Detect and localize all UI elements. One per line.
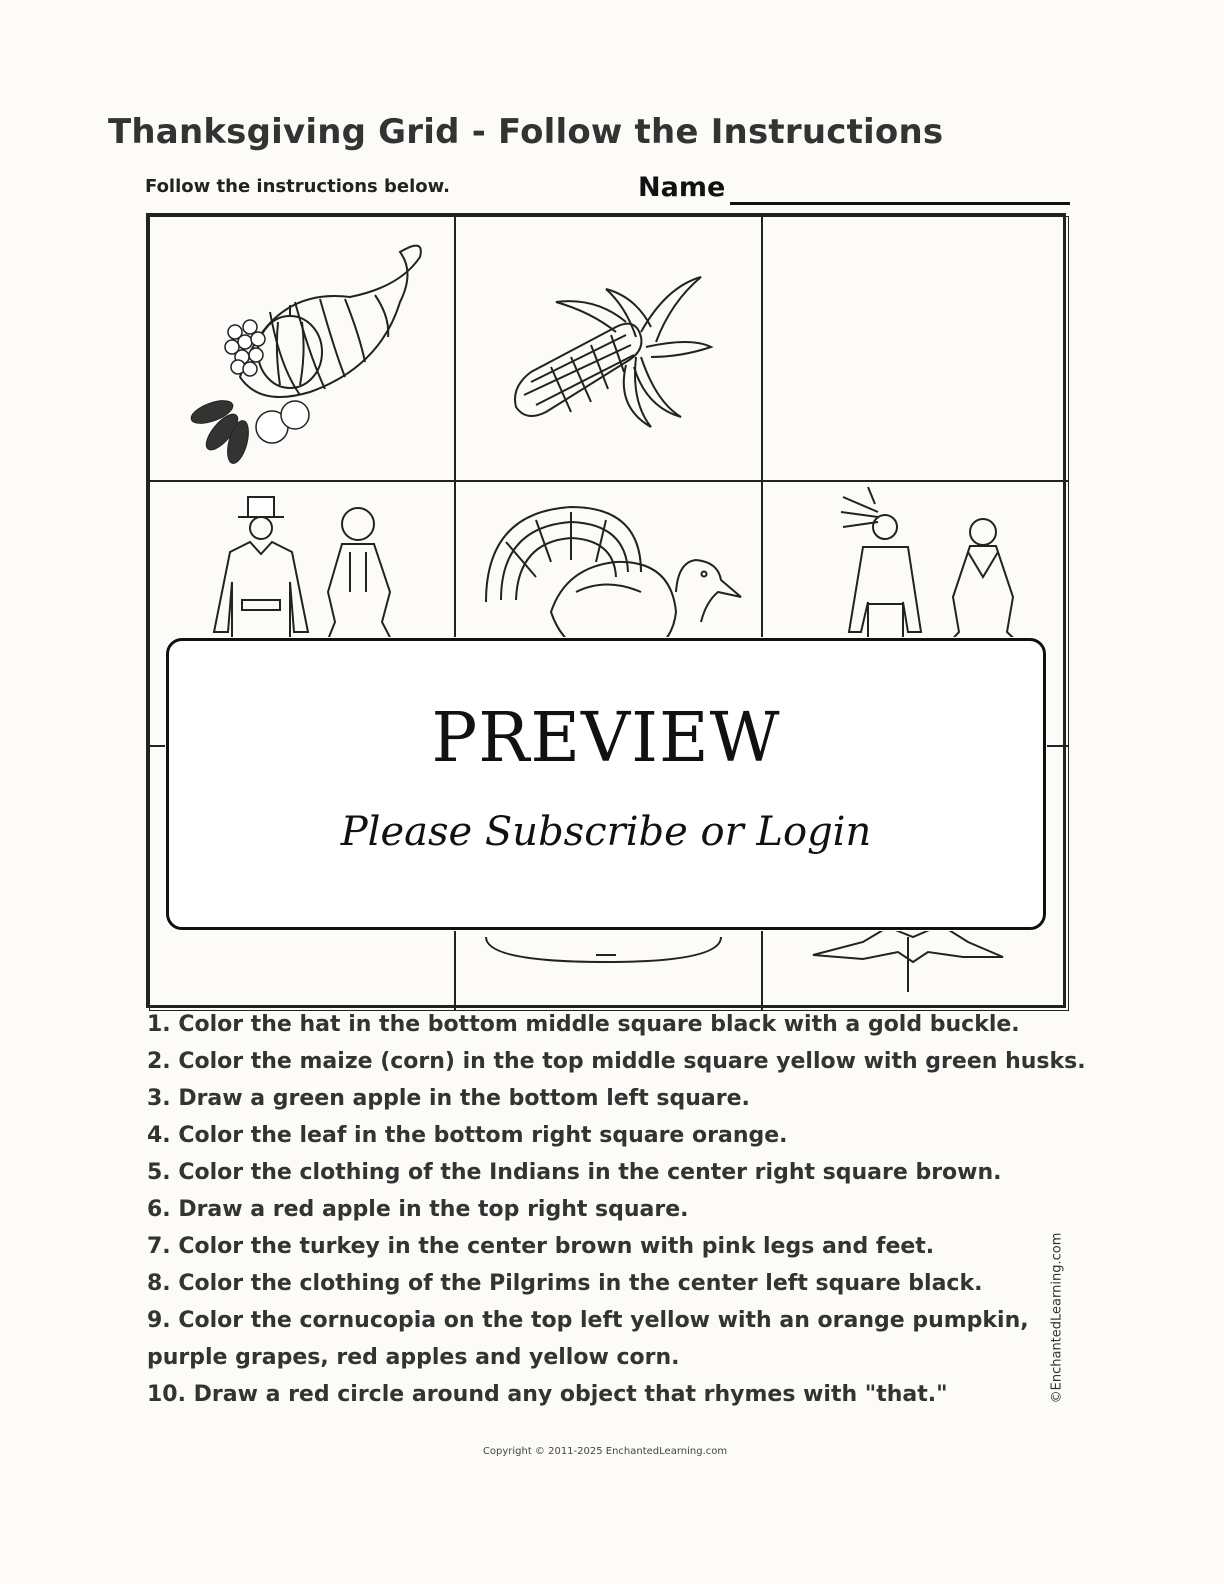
name-line <box>730 202 1070 205</box>
cell-top-middle <box>455 216 762 481</box>
instruction-item: 2. Color the maize (corn) in the top middle square yellow with green husks. <box>147 1049 1086 1074</box>
preview-heading: PREVIEW <box>431 699 781 778</box>
instructions-subtitle: Follow the instructions below. <box>145 176 450 197</box>
instruction-item: 8. Color the clothing of the Pilgrims in the center left square black. <box>147 1271 983 1296</box>
subscribe-login-message[interactable]: Please Subscribe or Login <box>340 809 872 855</box>
side-credit <box>1045 1225 1069 1410</box>
instruction-item: 9. Color the cornucopia on the top left yellow with an orange pumpkin, <box>147 1308 1029 1333</box>
page-title: Thanksgiving Grid - Follow the Instructions <box>108 112 944 152</box>
instruction-item: 4. Color the leaf in the bottom right square orange. <box>147 1123 788 1148</box>
instruction-item: 5. Color the clothing of the Indians in the center right square brown. <box>147 1160 1002 1185</box>
cornucopia-icon <box>150 217 455 481</box>
cell-top-right <box>762 216 1069 481</box>
instruction-item: 7. Color the turkey in the center brown with pink legs and feet. <box>147 1234 935 1259</box>
preview-overlay[interactable] <box>166 638 1046 930</box>
instruction-item: purple grapes, red apples and yellow corn. <box>147 1345 680 1370</box>
cell-top-left <box>149 216 455 481</box>
side-credit-text: ©EnchantedLearning.com <box>1049 1232 1065 1403</box>
instruction-item: 1. Color the hat in the bottom middle square black with a gold buckle. <box>147 1012 1020 1037</box>
name-label: Name <box>638 172 726 203</box>
instruction-item: 6. Draw a red apple in the top right square. <box>147 1197 689 1222</box>
instruction-item: 3. Draw a green apple in the bottom left square. <box>147 1086 750 1111</box>
corn-icon <box>456 217 762 481</box>
instruction-item: 10. Draw a red circle around any object that rhymes with "that." <box>147 1382 948 1407</box>
footer-copyright: Copyright © 2011-2025 EnchantedLearning.com <box>482 1446 728 1457</box>
